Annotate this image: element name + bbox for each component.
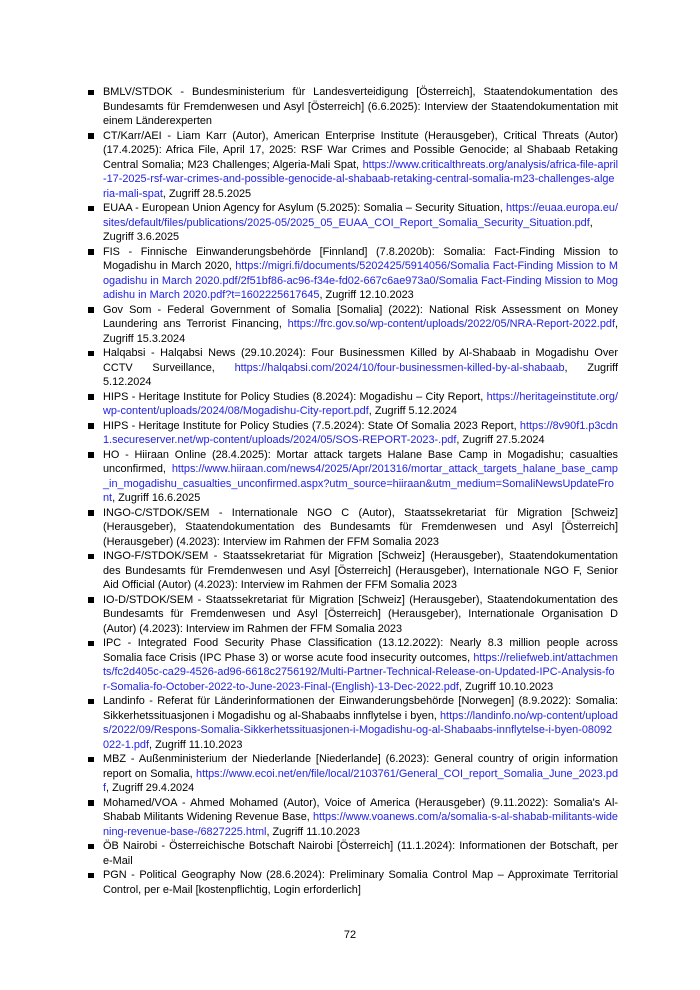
reference-item — [103, 868, 618, 897]
bullet-square-icon — [88, 90, 94, 96]
reference-text: IO-D/STDOK/SEM - Staatssekretariat für Migration [Schweiz] (Herausgeber), Staatendokumentation des Bundesamts für Fremdenwesen und Asyl [Österreich] (Herausgeber), Internationale Organisation D (Autor) (4.2023): Interview im Rahmen der FFM Somalia 2023 — [103, 593, 618, 635]
reference-text: INGO-C/STDOK/SEM - Internationale NGO C (Autor), Staatssekretariat für Migration [Schweiz] (Herausgeber), Staatendokumentation des Bundesamts für Fremdenwesen und Asyl [Österreich] (Herausgeber) (4.2023): Interview im Rahmen der FFM Somalia 2023 — [103, 506, 618, 548]
reference-item — [103, 419, 618, 448]
bullet-square-icon — [88, 844, 94, 850]
reference-text: , Zugriff 28.5.2025 — [162, 187, 252, 200]
reference-text: PGN - Political Geography Now (28.6.2024): Preliminary Somalia Control Map – Approximate Territorial Control, per e-Mail [kostenpflichtig, Login erforderlich] — [103, 869, 618, 896]
reference-item — [103, 245, 618, 303]
reference-text: IPC - Integrated Food Security Phase Classification (13.12.2022): Nearly 8.3 million people across Somalia face Crisis (IPC Phase 3) or worse acute food insecurity outcomes, — [103, 637, 618, 664]
reference-text: Gov Som - Federal Government of Somalia [Somalia] (2022): National Risk Assessment on Money Laundering ans Terrorist Financing, — [103, 303, 618, 330]
reference-item — [103, 303, 618, 347]
bullet-square-icon — [88, 554, 94, 560]
reference-link[interactable]: https://frc.gov.so/wp-content/uploads/2022/05/NRA-Report-2022.pdf — [287, 318, 615, 330]
reference-text: HIPS - Heritage Institute for Policy Studies (7.5.2024): State Of Somalia 2023 Report, — [103, 419, 520, 432]
reference-link[interactable]: https://heritageinstitute.org/wp-content/uploads/2024/08/Mogadishu-City-report.pdf — [103, 390, 618, 417]
reference-item — [103, 549, 618, 593]
bullet-square-icon — [88, 597, 94, 603]
reference-text: , Zugriff 27.5.2024 — [456, 434, 545, 446]
reference-item — [103, 839, 618, 868]
reference-text: INGO-F/STDOK/SEM - Staatssekretariat für Migration [Schweiz] (Herausgeber), Staatendokumentation des Bundesamts für Fremdenwesen und Asyl [Österreich] (Herausgeber), Internationale NGO F, Senior Aid Official (Autor) (4.2023): Interview im Rahmen der FFM Somalia 2023 — [103, 550, 618, 591]
reference-text: Landinfo - Referat für Länderinformationen der Einwanderungsbehörde [Norwegen] (8.9.2022): Somalia: Sikkerhetssituasjonen i Mogadishu og al-Shabaabs innflytelse i byen, — [103, 695, 618, 722]
reference-text: ÖB Nairobi - Österreichische Botschaft Nairobi [Österreich] (11.1.2024): Informationen der Botschaft, per e-Mail — [103, 840, 618, 867]
bullet-square-icon — [88, 423, 94, 429]
reference-text: , Zugriff 5.12.2024 — [103, 361, 618, 388]
bullet-square-icon — [88, 641, 94, 647]
reference-item — [103, 694, 618, 752]
reference-item — [103, 752, 618, 796]
reference-text: HO - Hiiraan Online (28.4.2025): Mortar attack targets Halane Base Camp in Mogadishu; casualties unconfirmed, — [103, 448, 618, 475]
reference-text: EUAA - European Union Agency for Asylum (5.2025): Somalia – Security Situation, — [103, 202, 506, 214]
reference-text: HIPS - Heritage Institute for Policy Studies (8.2024): Mogadishu – City Report, — [103, 390, 487, 403]
reference-text: , Zugriff 11.10.2023 — [149, 738, 243, 751]
reference-item — [103, 346, 618, 390]
bullet-square-icon — [88, 351, 94, 357]
reference-item — [103, 448, 618, 506]
reference-item — [103, 85, 618, 129]
reference-text: , Zugriff 3.6.2025 — [103, 216, 593, 243]
page-number: 72 — [343, 929, 357, 941]
reference-text: , Zugriff 11.10.2023 — [266, 825, 360, 838]
bullet-square-icon — [88, 699, 94, 705]
bullet-square-icon — [88, 394, 94, 400]
reference-link[interactable]: https://halqabsi.com/2024/10/four-businessmen-killed-by-al-shabaab — [234, 361, 565, 374]
reference-text: Mohamed/VOA - Ahmed Mohamed (Autor), Voice of America (Herausgeber) (9.11.2022): Somalia's Al-Shabab Militants Widening Revenue Base, — [103, 796, 618, 823]
bullet-square-icon — [88, 133, 94, 139]
bullet-square-icon — [88, 800, 94, 806]
bullet-square-icon — [88, 757, 94, 763]
bullet-square-icon — [88, 452, 94, 458]
bullet-square-icon — [88, 307, 94, 313]
reference-text: , Zugriff 5.12.2024 — [368, 405, 457, 417]
reference-item — [103, 129, 618, 202]
reference-text: CT/Karr/AEI - Liam Karr (Autor), American Enterprise Institute (Herausgeber), Critical Threats (Autor) (17.4.2025): Africa File, April 17, 2025: RSF War Crimes and Possible Genocide; al Shabaab Retaking Central Somalia; M23 Challenges; Algeria-Mali Spat, — [103, 129, 618, 171]
reference-text: BMLV/STDOK - Bundesministerium für Landesverteidigung [Österreich], Staatendokumentation des Bundesamts für Fremdenwesen und Asyl [Österreich] (6.6.2025): Interview der Staatendokumentation mit einem Länderexperten — [103, 86, 618, 127]
reference-text: , Zugriff 15.3.2024 — [103, 318, 618, 345]
reference-text: FIS - Finnische Einwanderungsbehörde [Finnland] (7.8.2020b): Somalia: Fact-Finding Mission to Mogadishu in March 2020, — [103, 245, 618, 272]
reference-text: MBZ - Außenministerium der Niederlande [Niederlande] (6.2023): General country of origin information report on Somalia, — [103, 753, 618, 780]
reference-text: , Zugriff 10.10.2023 — [458, 680, 554, 693]
reference-item — [103, 796, 618, 840]
reference-text: Halqabsi - Halqabsi News (29.10.2024): Four Businessmen Killed by Al-Shabaab in Mogadishu Over CCTV Surveillance, — [103, 347, 618, 374]
reference-link[interactable]: https://migri.fi/documents/5202425/5914056/Somalia Fact-Finding Mission to Mogadishu in March 2020.pdf/2f51bf86-ac96-f34e-fd02-667c6ae973a0/Somalia Fact-Finding Mission to Mogadishu in March 2020.pdf?t=1602225617645 — [103, 260, 618, 301]
bullet-square-icon — [88, 873, 94, 879]
bullet-square-icon — [88, 206, 94, 212]
reference-link[interactable]: https://www.hiiraan.com/news4/2025/Apr/201316/mortar_attack_targets_halane_base_camp_in_mogadishu_casualties_unconfirmed.aspx?utm_source=hiiraan&utm_medium=SomaliNewsUpdateFront — [103, 463, 618, 504]
references-list — [103, 85, 618, 897]
bullet-square-icon — [88, 249, 94, 255]
reference-link[interactable]: https://euaa.europa.eu/sites/default/files/publications/2025-05/2025_05_EUAA_COI_Report_Somalia_Security_Situation.pdf — [103, 202, 618, 229]
bullet-square-icon — [88, 510, 94, 516]
reference-link[interactable]: https://www.voanews.com/a/somalia-s-al-shabab-militants-widening-revenue-base-/6827225.html — [103, 811, 618, 838]
reference-item — [103, 593, 618, 637]
reference-link[interactable]: https://reliefweb.int/attachments/fc2d405c-ca29-4526-ad96-6618c2756192/Multi-Partner-Technical-Release-on-Updated-IPC-Analysis-for-Somalia-fo-October-2022-to-June-2023-Final-(English)-13-Dec-2022.pdf — [103, 651, 618, 693]
reference-item — [103, 506, 618, 550]
reference-item — [103, 636, 618, 694]
reference-link[interactable]: https://www.ecoi.net/en/file/local/2103761/General_COI_report_Somalia_June_2023.pdf — [103, 767, 618, 794]
reference-link[interactable]: https://8v90f1.p3cdn1.secureserver.net/wp-content/uploads/2024/05/SOS-REPORT-2023-.pdf — [103, 419, 618, 446]
reference-link[interactable]: https://www.criticalthreats.org/analysis/africa-file-april-17-2025-rsf-war-crimes-and-possible-genocide-al-shabaab-retaking-central-somalia-m23-challenges-algeria-mali-spat — [103, 158, 618, 200]
reference-item — [103, 201, 618, 245]
reference-text: , Zugriff 16.6.2025 — [112, 492, 201, 504]
reference-text: , Zugriff 12.10.2023 — [319, 289, 414, 301]
reference-text: , Zugriff 29.4.2024 — [106, 782, 195, 794]
reference-item — [103, 390, 618, 419]
reference-link[interactable]: https://landinfo.no/wp-content/uploads/2022/09/Respons-Somalia-Sikkerhetssituasjonen-i-Mogadishu-og-al-Shabaabs-innflytelse-i-byen-08092022-1.pdf — [103, 709, 618, 751]
